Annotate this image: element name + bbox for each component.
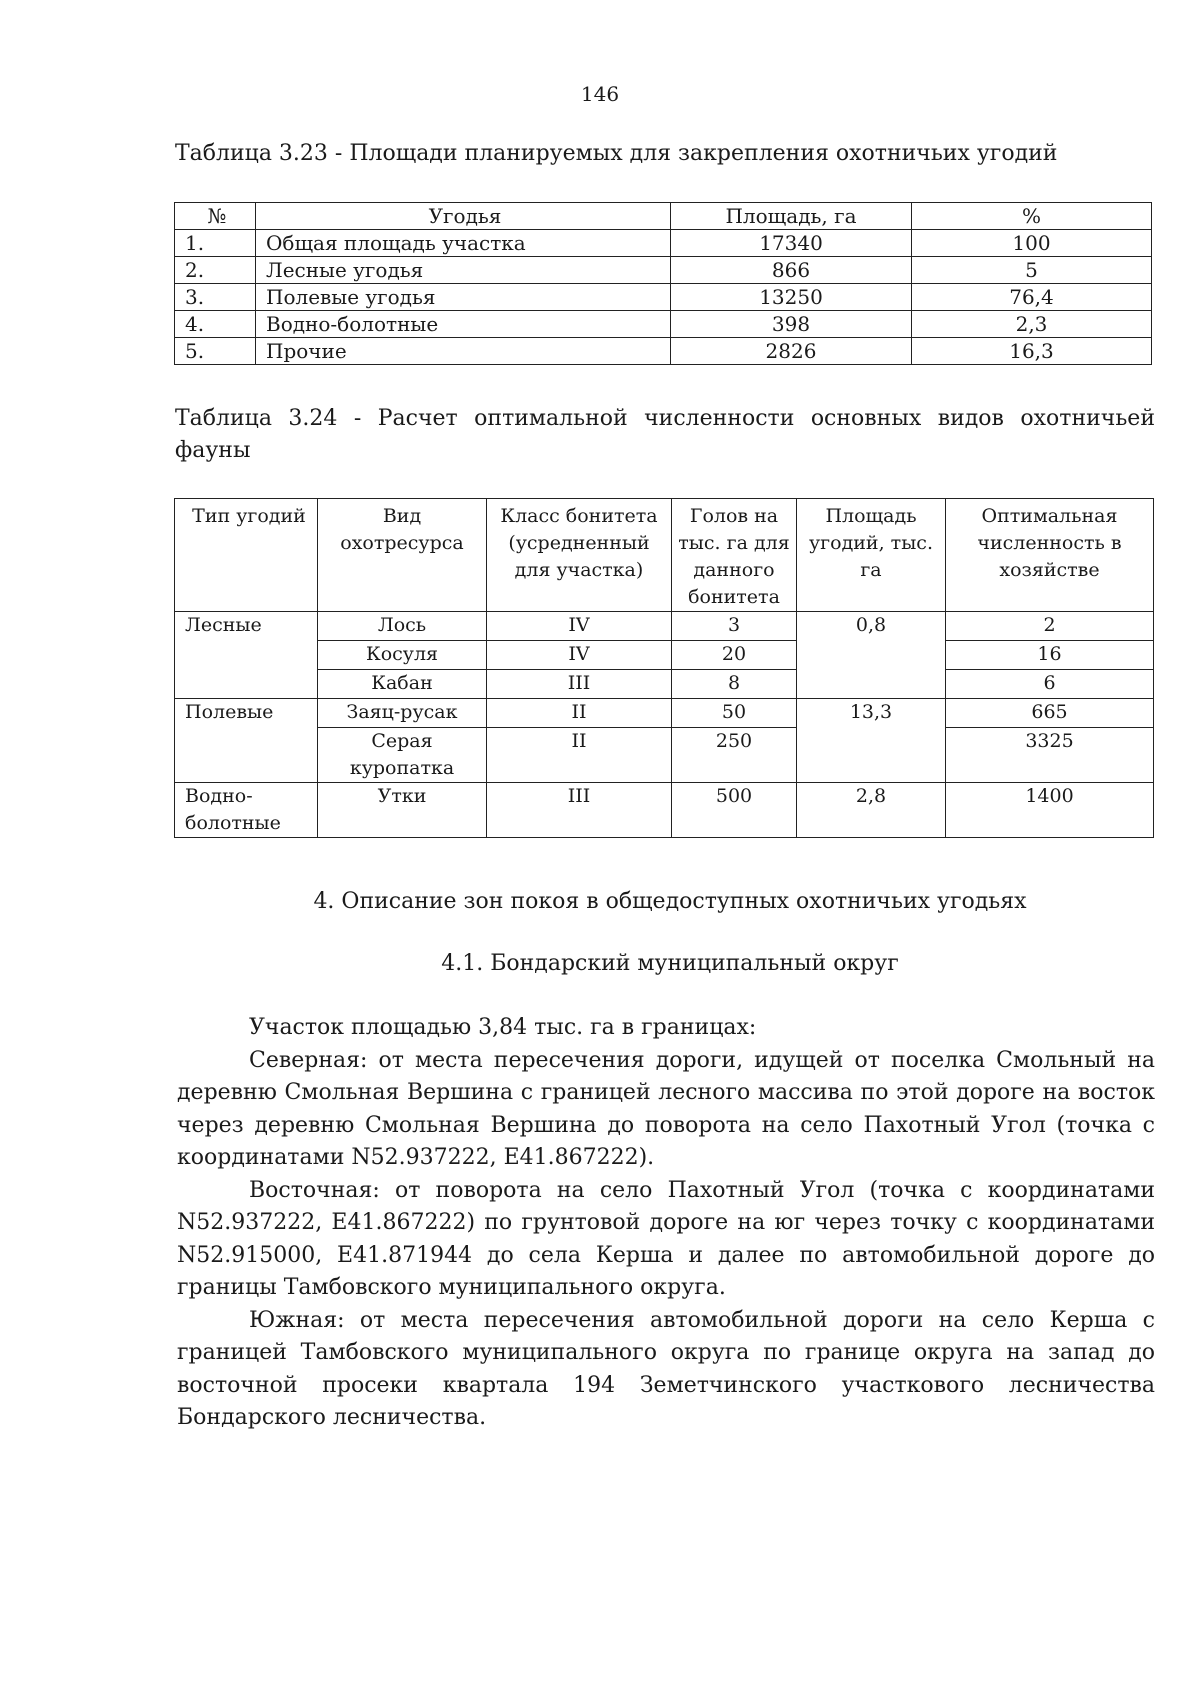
row-heads: 250: [672, 728, 797, 783]
header-land-type: Тип угодий: [175, 499, 318, 612]
header-optimal-count: Оптимальная численность в хозяйстве: [946, 499, 1154, 612]
row-optimal-count: 1400: [946, 783, 1154, 838]
table-3-23-caption: Таблица 3.23 - Площади планируемых для закрепления охотничьих угодий: [175, 141, 1058, 166]
header-species: Вид охотресурса: [318, 499, 487, 612]
row-bonitet-class: III: [487, 670, 672, 699]
row-heads: 8: [672, 670, 797, 699]
table-row: [175, 670, 1154, 699]
row-species: Косуля: [318, 641, 487, 670]
table-row: [175, 699, 1154, 728]
table-row: [175, 612, 1154, 641]
paragraph-south-border: Южная: от места пересечения автомобильной дороги на село Керша с границей Тамбовского муниципального округа по границе округа на запад до восточной просеки квартала 194 Земетчинского участкового лесничества Бондарского лесничества.: [177, 1307, 1155, 1430]
row-species: Кабан: [318, 670, 487, 699]
row-heads: 500: [672, 783, 797, 838]
row-percent: 2,3: [912, 311, 1152, 338]
table-row: [175, 783, 1154, 838]
row-land-type: Водно-болотные: [256, 311, 671, 338]
row-number: 2.: [175, 257, 256, 284]
row-species: Серая куропатка: [318, 728, 487, 783]
body-text: [177, 1012, 1155, 1435]
group-land-type: Лесные: [175, 612, 318, 699]
row-land-type: Лесные угодья: [256, 257, 671, 284]
group-land-area: 0,8: [797, 612, 946, 699]
row-area: 2826: [671, 338, 912, 365]
group-land-type: Полевые: [175, 699, 318, 783]
paragraph-east-border: Восточная: от поворота на село Пахотный Угол (точка с координатами N52.937222, E41.867222) по грунтовой дороге на юг через точку с координатами N52.915000, E41.871944 до села Керша и далее по автомобильной дороге до границы Тамбовского муниципального округа.: [177, 1177, 1155, 1300]
row-percent: 5: [912, 257, 1152, 284]
row-bonitet-class: IV: [487, 641, 672, 670]
row-percent: 100: [912, 230, 1152, 257]
row-bonitet-class: IV: [487, 612, 672, 641]
row-number: 1.: [175, 230, 256, 257]
group-land-area: 13,3: [797, 699, 946, 783]
header-area: Площадь, га: [671, 203, 912, 230]
row-percent: 16,3: [912, 338, 1152, 365]
row-heads: 20: [672, 641, 797, 670]
row-species: Лось: [318, 612, 487, 641]
table-row: [175, 338, 1152, 365]
table-row: [175, 284, 1152, 311]
row-percent: 76,4: [912, 284, 1152, 311]
header-land-type: Угодья: [256, 203, 671, 230]
page-number: 146: [580, 82, 620, 106]
row-number: 4.: [175, 311, 256, 338]
group-land-type: Водно-болотные: [175, 783, 318, 838]
row-bonitet-class: II: [487, 699, 672, 728]
table-3-23: [174, 202, 1152, 365]
row-bonitet-class: III: [487, 783, 672, 838]
table-3-24-caption: Таблица 3.24 - Расчет оптимальной численности основных видов охотничьей фауны: [175, 406, 1155, 463]
row-optimal-count: 665: [946, 699, 1154, 728]
row-number: 3.: [175, 284, 256, 311]
table-row: [175, 641, 1154, 670]
table-header-row: [175, 499, 1154, 612]
row-area: 398: [671, 311, 912, 338]
row-heads: 50: [672, 699, 797, 728]
row-optimal-count: 6: [946, 670, 1154, 699]
paragraph-intro: Участок площадью 3,84 тыс. га в границах:: [249, 1015, 757, 1040]
row-number: 5.: [175, 338, 256, 365]
table-row: [175, 230, 1152, 257]
row-area: 13250: [671, 284, 912, 311]
row-heads: 3: [672, 612, 797, 641]
row-optimal-count: 3325: [946, 728, 1154, 783]
header-percent: %: [912, 203, 1152, 230]
row-species: Утки: [318, 783, 487, 838]
header-number: №: [175, 203, 256, 230]
section-heading: 4. Описание зон покоя в общедоступных охотничьих угодьях: [313, 889, 1027, 914]
row-optimal-count: 16: [946, 641, 1154, 670]
table-header-row: [175, 203, 1152, 230]
row-land-type: Общая площадь участка: [256, 230, 671, 257]
row-land-type: Прочие: [256, 338, 671, 365]
row-area: 866: [671, 257, 912, 284]
row-optimal-count: 2: [946, 612, 1154, 641]
group-land-area: 2,8: [797, 783, 946, 838]
row-bonitet-class: II: [487, 728, 672, 783]
table-row: [175, 311, 1152, 338]
table-row: [175, 728, 1154, 783]
row-land-type: Полевые угодья: [256, 284, 671, 311]
subsection-heading: 4.1. Бондарский муниципальный округ: [441, 951, 899, 976]
paragraph-north-border: Северная: от места пересечения дороги, идущей от поселка Смольный на деревню Смольная Вершина с границей лесного массива по этой дороге на восток через деревню Смольная Вершина до поворота на село Пахотный Угол (точка с координатами N52.937222, E41.867222).: [177, 1047, 1155, 1170]
header-land-area: Площадь угодий, тыс. га: [797, 499, 946, 612]
table-3-24: [174, 498, 1154, 838]
row-area: 17340: [671, 230, 912, 257]
row-species: Заяц-русак: [318, 699, 487, 728]
header-bonitet-class: Класс бонитета (усредненный для участка): [487, 499, 672, 612]
table-row: [175, 257, 1152, 284]
header-heads-per-thousand-ha: Голов на тыс. га для данного бонитета: [672, 499, 797, 612]
